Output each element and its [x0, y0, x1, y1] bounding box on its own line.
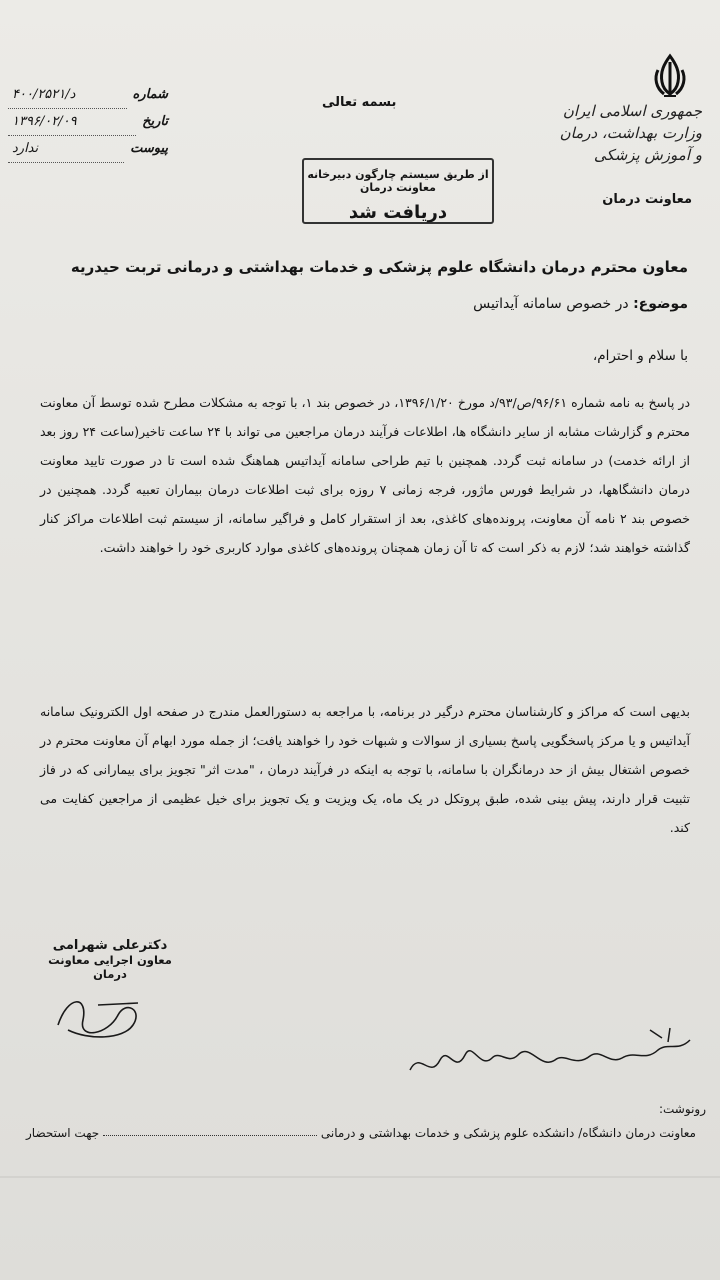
- signer-title: معاون اجرایی معاونت درمان: [48, 953, 172, 981]
- copy-dotted-line: [103, 1135, 317, 1136]
- reference-date-value: ۱۳۹۶/۰۲/۰۹: [8, 109, 136, 136]
- reference-number-row: [8, 82, 168, 109]
- reference-block: [8, 82, 168, 163]
- invocation: بسمه تعالی: [322, 95, 397, 110]
- subject-line: [473, 296, 688, 312]
- subject-label: موضوع:: [633, 296, 688, 312]
- reference-attachment-value: ندارد: [8, 136, 124, 163]
- copy-line: [26, 1126, 696, 1140]
- handwritten-note-icon: [400, 1020, 700, 1090]
- reference-attachment-label: پیوست: [130, 141, 168, 156]
- ministry-line-2: وزارت بهداشت، درمان و آموزش پزشکی: [559, 124, 702, 164]
- signer-block: [30, 938, 190, 981]
- deputy-label: معاونت درمان: [602, 192, 692, 207]
- received-stamp: [302, 158, 494, 224]
- stamp-line-1: از طریق سیستم چارگون دبیرخانه معاونت درمان: [307, 168, 489, 194]
- iran-emblem-icon: [650, 52, 690, 100]
- body-paragraph-2: بدیهی است که مراکز و کارشناسان محترم درگیر در برنامه، با مراجعه به دستورالعمل مندرج در صفحه اول الکترونیک سامانه آیداتیس و یا مرکز پاسخگویی پاسخ بسیاری از سوالات و شبهات خود را خواهند یافت؛ از جمله مورد ابهام آن معاونت محترم در خصوص اشتغال بیش از حد درمانگران با سامانه، با توجه به اینکه در فرآیند درمان ، "مدت اثر" تجویز برای بیمارانی که در فاز تثبیت قرار دارند، پیش بینی شده، طبق پروتکل در یک ماه، یک ویزیت و یک تجویز برای خیل عظیمی از مراجعین کفایت می کند.: [40, 704, 690, 835]
- copy-suffix: جهت استحضار: [26, 1126, 100, 1140]
- ministry-header: [552, 100, 702, 166]
- reference-attachment-row: [8, 136, 168, 163]
- paper-fold: [0, 1176, 720, 1178]
- copy-recipient: معاونت درمان دانشگاه/ دانشکده علوم پزشکی و خدمات بهداشتی و درمانی: [320, 1126, 696, 1140]
- addressee: معاون محترم درمان دانشگاه علوم پزشکی و خدمات بهداشتی و درمانی تربت حیدریه: [70, 258, 688, 276]
- subject-text: در خصوص سامانه آیداتیس: [473, 296, 629, 312]
- stamp-line-2: دریافت شد: [348, 202, 448, 223]
- greeting: با سلام و احترام،: [592, 348, 688, 364]
- reference-number-label: شماره: [132, 87, 168, 102]
- signer-name: دکترعلی شهرامی: [52, 938, 168, 953]
- body-paragraph-1: در پاسخ به نامه شماره ۹۶/۶۱/ص/۹۳/د مورخ ۱۳۹۶/۱/۲۰، در خصوص بند ۱، با توجه به مشکلات مطرح شده توسط آن معاونت محترم و گزارشات مشابه از سایر دانشگاه ها، اطلاعات فرآیند درمان مراجعین می تواند با ۲۴ ساعت تاخیر(ساعت ۲۴ روز بعد از ارائه خدمت) در سامانه ثبت گردد. همچنین با تیم طراحی سامانه آیداتیس هماهنگ شده است تا در صورت تایید معاونت درمان دانشگاهها، در شرایط فورس ماژور، فرجه زمانی ۷ روزه برای ثبت اطلاعات درمان بیماران تعبیه گردد. همچنین در خصوص بند ۲ نامه آن معاونت، پرونده‌های کاغذی، بعد از استقرار کامل و فراگیر سامانه، از سیستم ثبت اطلاعات مراکز کنار گذاشته خواهند شد؛ لازم به ذکر است که تا آن زمان همچنان پرونده‌های کاغذی موارد کاربری خود را خواهند داشت.: [40, 395, 691, 555]
- ministry-line-1: جمهوری اسلامی ایران: [562, 102, 702, 120]
- reference-number-value: ۴۰۰/د/۲۵۲۱: [8, 82, 127, 109]
- copy-label: رونوشت:: [658, 1102, 706, 1116]
- reference-date-label: تاریخ: [142, 114, 168, 129]
- signature-icon: [48, 985, 158, 1045]
- reference-date-row: [8, 109, 168, 136]
